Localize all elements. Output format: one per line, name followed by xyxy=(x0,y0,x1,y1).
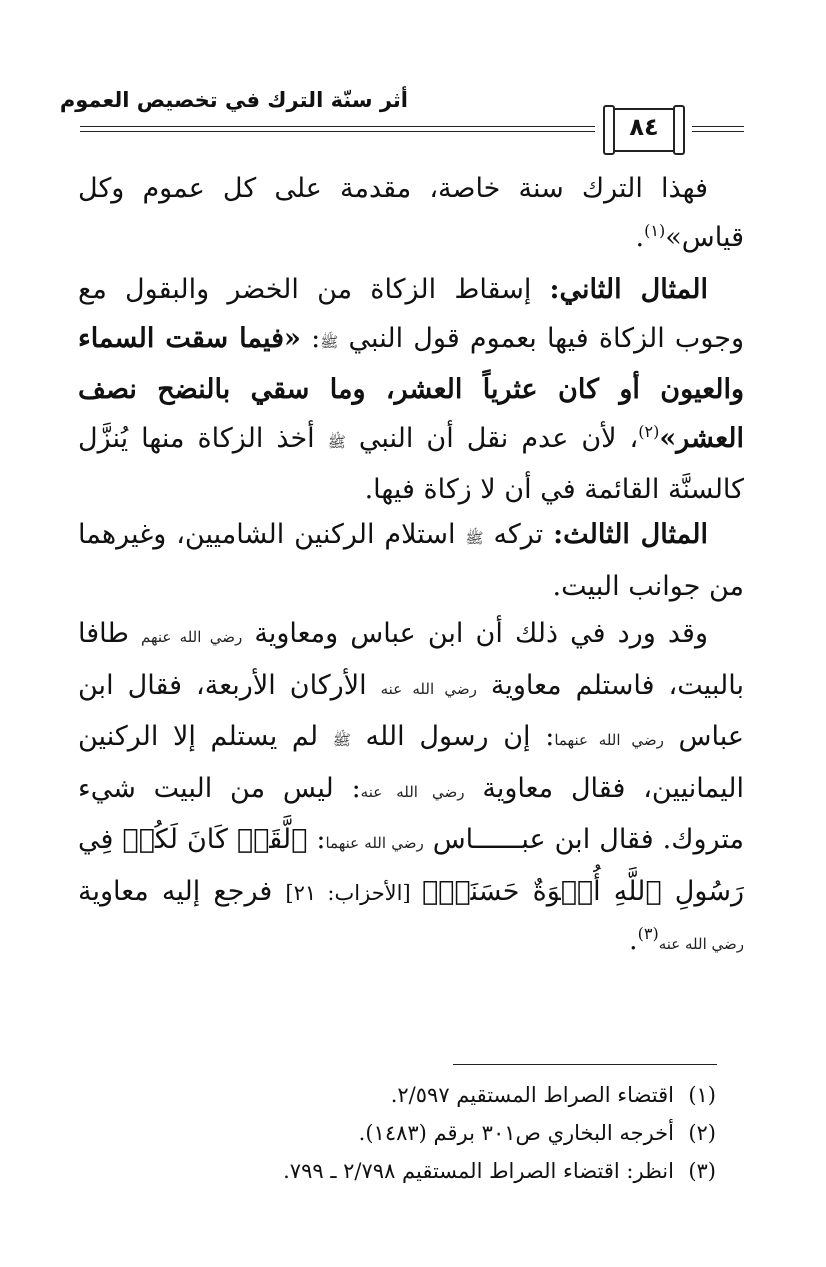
hadith-quote: «فيما سقت السماء والعيون أو كان عثرياً العشر، وما سقي بالنضح نصف العشر» xyxy=(78,322,744,454)
footnotes xyxy=(200,1076,716,1190)
radiyallahu-symbol: رضي الله عنه xyxy=(380,679,477,698)
salawat-symbol: ﷺ xyxy=(332,731,351,749)
radiyallahu-symbol: رضي الله عنهم xyxy=(140,628,243,646)
salawat-symbol: ﷺ xyxy=(465,529,484,547)
paragraph-4-part-f: : ليس من البيت شيء متروك. فقال ابن عبــــــاس xyxy=(78,772,744,855)
salawat-symbol: ﷺ xyxy=(327,432,346,451)
paragraph-3-part-a: تركه xyxy=(483,519,554,550)
footnote-text: أخرجه البخاري ص٣٠١ برقم (١٤٨٣). xyxy=(358,1121,674,1145)
paragraph-4-part-a: وقد ورد في ذلك أن ابن عباس ومعاوية xyxy=(242,618,709,649)
footnote-ref-2[interactable]: (٢) xyxy=(638,421,660,441)
paragraph-3-part-b: استلام الركنين الشاميين، وغيرهما من جوانب البيت. xyxy=(78,519,744,602)
paragraph-3 xyxy=(78,511,744,611)
footnote-number: (٣) xyxy=(688,1159,716,1183)
footnote-3 xyxy=(200,1152,716,1190)
page-number: ٨٤ xyxy=(629,113,659,141)
footnote-number: (٢) xyxy=(688,1121,716,1145)
paragraph-1 xyxy=(78,165,744,262)
paragraph-4-part-e: لم يستلم إلا الركنين اليمانيين، فقال معاوية xyxy=(78,721,744,804)
footnote-number: (١) xyxy=(688,1083,716,1107)
running-header-title: أثر سنّة الترك في تخصيص العموم xyxy=(59,88,408,112)
paragraph-4-part-h: فرجع إليه معاوية xyxy=(78,875,286,907)
radiyallahu-symbol: رضي الله عنهما xyxy=(554,731,664,749)
page-number-box xyxy=(603,108,685,150)
quran-verse: ﴿لَّقَدۡ كَانَ لَكُمۡ فِي رَسُولِ ٱللَّهِ أُسۡوَةٌ حَسَنَةٞ﴾ xyxy=(78,824,744,907)
footnote-text: اقتضاء الصراط المستقيم ٢/٥٩٧. xyxy=(390,1083,674,1107)
paragraph-2 xyxy=(78,266,744,515)
example-3-label: المثال الثالث: xyxy=(553,519,708,550)
footnote-ref-3[interactable]: (٣) xyxy=(637,924,659,943)
paragraph-2-part-b: : xyxy=(300,322,321,354)
footnote-2 xyxy=(200,1114,716,1152)
paragraph-4-end: . xyxy=(629,925,638,956)
footnote-text: انظر: اقتضاء الصراط المستقيم ٢/٧٩٨ ـ ٧٩٩. xyxy=(283,1159,674,1183)
paragraph-2-part-c: ، لأن عدم نقل أن النبي xyxy=(345,422,639,454)
paragraph-4-part-d: : إن رسول الله xyxy=(350,721,555,752)
paragraph-4-part-b: طافا بالبيت، فاستلم معاوية xyxy=(78,618,744,701)
radiyallahu-symbol: رضي الله عنه xyxy=(360,782,465,801)
radiyallahu-symbol: رضي الله عنهما xyxy=(325,834,424,852)
paragraph-2-part-d: أخذ الزكاة منها يُنزَّل كالسنَّة القائمة في أن لا زكاة فيها. xyxy=(78,422,744,505)
header-rule-bottom xyxy=(80,131,595,132)
paragraph-1-end: . xyxy=(635,221,645,253)
example-2-label: المثال الثاني: xyxy=(549,274,708,305)
footnote-1 xyxy=(200,1076,716,1114)
paragraph-4-part-c: الأركان الأربعة، فقال ابن عباس xyxy=(78,669,744,752)
paragraph-1-text: فهذا الترك سنة خاصة، مقدمة على كل عموم وكل قياس» xyxy=(78,173,744,253)
paragraph-2-part-a: إسقاط الزكاة من الخضر والبقول مع وجوب الزكاة فيها بعموم قول النبي xyxy=(78,274,744,354)
header-rule-short-top xyxy=(692,126,744,127)
footnote-separator xyxy=(453,1064,717,1065)
header-rule-top xyxy=(80,126,595,127)
footnote-ref-1[interactable]: (١) xyxy=(644,220,666,240)
salawat-symbol: ﷺ xyxy=(320,332,339,351)
surah-reference: [الأحزاب: ٢١] xyxy=(285,880,422,905)
header-rule-short-bottom xyxy=(692,131,744,132)
paragraph-4 xyxy=(78,610,744,969)
radiyallahu-symbol: رضي الله عنه xyxy=(658,935,744,953)
paragraph-4-part-g: : xyxy=(307,824,326,855)
